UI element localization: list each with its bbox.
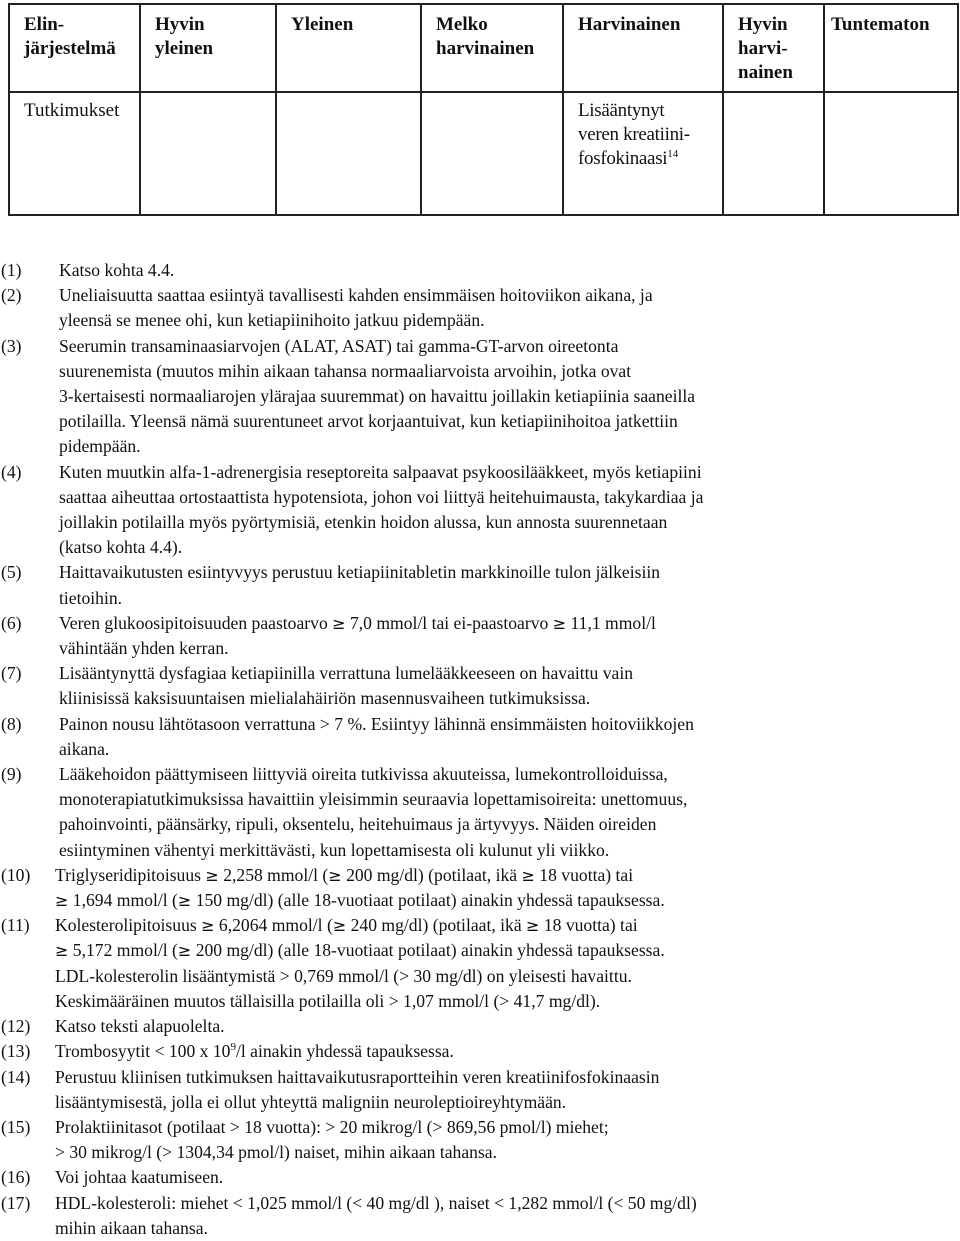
frequency-table: [8, 3, 959, 216]
footnote-item: [0, 1165, 955, 1190]
footnote-line: > 30 mikrog/l (> 1304,34 pmol/l) naiset, mihin aikaan tahansa.: [55, 1142, 498, 1163]
footnote-line: Painon nousu lähtötasoon verrattuna > 7 %. Esiintyy lähinnä ensimmäisten hoitoviikkojen: [59, 713, 694, 734]
footnote-line: HDL-kolesteroli: miehet < 1,025 mmol/l (< 40 mg/dl ), naiset < 1,282 mmol/l (< 50 mg/dl): [55, 1192, 697, 1213]
footnote-item: [0, 283, 955, 333]
footnote-number: (7): [1, 663, 22, 684]
footnote-line: Uneliaisuutta saattaa esiintyä tavallisesti kahden ensimmäisen hoitoviikon aikana, ja: [59, 285, 653, 306]
footnote-item: [0, 1065, 955, 1115]
cell-unknown: [824, 92, 958, 215]
footnote-line: Katso kohta 4.4.: [59, 260, 175, 280]
cell-uncommon: [421, 92, 563, 215]
footnote-item: [0, 712, 955, 762]
footnote-item: [0, 334, 955, 460]
footnote-item: [0, 1039, 955, 1064]
footnote-number: (16): [1, 1167, 31, 1188]
footnote-ref: 14: [667, 148, 679, 160]
footnote-line: saattaa aiheuttaa ortostaattista hypotensiota, johon voi liittyä heitehuimausta, takykardiaa ja: [59, 486, 704, 507]
footnote-line: Kuten muutkin alfa-1-adrenergisia reseptoreita salpaavat psykoosilääkkeet, myös ketiapiini: [59, 461, 702, 482]
footnote-line: Katso teksti alapuolelta.: [55, 1016, 225, 1037]
footnote-number: (8): [1, 713, 22, 734]
footnote-item: [0, 913, 955, 1014]
footnote-line: Seerumin transaminaasiarvojen (ALAT, ASAT) tai gamma-GT-arvon oireetonta: [59, 335, 619, 356]
header-uncommon: Melko harvinainen: [421, 4, 563, 92]
cell-rare: Lisääntynyt veren kreatiini- fosfokinaasi$^{14}$: [563, 92, 723, 215]
footnote-item: [0, 258, 955, 283]
footnote-line: Haittavaikutusten esiintyvyys perustuu ketiapiinitabletin markkinoille tulon jälkeisiin: [59, 562, 661, 583]
footnote-item: [0, 560, 955, 610]
footnote-number: (4): [1, 461, 22, 482]
footnote-line: Veren glukoosipitoisuuden paastoarvo ≥ 7,0 mmol/l tai ei-paastoarvo ≥ 11,1 mmol/l: [59, 612, 656, 633]
cell-very-rare: [723, 92, 824, 215]
footnotes-list: [0, 258, 955, 1241]
footnote-line: pahoinvointi, päänsärky, ripuli, oksentelu, heitehuimaus ja ärtyvyys. Näiden oireiden: [59, 814, 657, 835]
footnote-line: lisääntymisestä, jolla ei ollut yhteyttä maligniin neuroleptioireyhtymään.: [55, 1091, 567, 1112]
footnote-line: esiintyminen vähentyi merkittävästi, kun lopettamisesta oli kulunut yli viikko.: [59, 839, 610, 860]
footnote-line: Prolaktiinitasot (potilaat > 18 vuotta): > 20 mikrog/l (> 869,56 pmol/l) miehet;: [55, 1116, 609, 1137]
footnote-item: [0, 661, 955, 711]
footnote-line: yleensä se menee ohi, kun ketiapiinihoito jatkuu pidempään.: [59, 310, 485, 331]
footnote-item: [0, 1191, 955, 1241]
footnote-line: Lisääntynyttä dysfagiaa ketiapiinilla verrattuna lumelääkkeeseen on havaittu vain: [59, 663, 634, 684]
cell-category: Tutkimukset: [9, 92, 140, 215]
footnote-line: (katso kohta 4.4).: [59, 537, 183, 558]
footnote-number: (10): [1, 864, 31, 885]
footnote-number: (5): [1, 562, 22, 583]
footnote-number: (12): [1, 1016, 31, 1037]
footnote-line: aikana.: [59, 738, 110, 759]
header-common: Yleinen: [276, 4, 421, 92]
footnote-line: tietoihin.: [59, 587, 123, 608]
header-unknown: Tuntematon: [824, 4, 958, 92]
footnote-item: [0, 611, 955, 661]
footnote-number: (1): [1, 260, 22, 280]
cell-common: [276, 92, 421, 215]
footnote-line: Perustuu kliinisen tutkimuksen haittavaikutusraportteihin veren kreatiinifosfokinaasin: [55, 1066, 660, 1087]
footnote-item: [0, 1115, 955, 1165]
footnote-line: pidempään.: [59, 436, 141, 457]
footnote-line: monoterapiatutkimuksissa havaittiin yleisimmin seuraavia lopettamisoireita: unettomuus,: [59, 789, 688, 810]
footnote-number: (13): [1, 1041, 31, 1062]
header-very-common: Hyvin yleinen: [140, 4, 276, 92]
table-row: [9, 92, 958, 215]
footnote-number: (14): [1, 1066, 31, 1087]
footnote-item: [0, 460, 955, 561]
footnote-item: [0, 1014, 955, 1039]
cell-very-common: [140, 92, 276, 215]
header-rare: Harvinainen: [563, 4, 723, 92]
footnote-number: (6): [1, 612, 22, 633]
footnote-line: potilailla. Yleensä nämä suurentuneet arvot korjaantuivat, kun ketiapiinihoitoa jatkettiin: [59, 411, 678, 432]
footnote-line: 3-kertaisesti normaaliarojen ylärajaa suuremmat) on havaittu joillakin ketiapiinia saaneilla: [59, 386, 696, 407]
footnote-line: LDL-kolesterolin lisääntymistä > 0,769 mmol/l (> 30 mg/dl) on yleisesti havaittu.: [55, 965, 632, 986]
footnote-number: (9): [1, 764, 22, 785]
footnote-item: [0, 762, 955, 863]
footnote-line: Trombosyytit < 100 x $10^9/l$ ainakin yhdessä tapauksessa.: [55, 1041, 454, 1062]
footnote-number: (11): [1, 915, 30, 936]
footnote-line: Voi johtaa kaatumiseen.: [55, 1167, 224, 1188]
footnote-number: (3): [1, 335, 22, 356]
footnote-number: (17): [1, 1192, 31, 1213]
footnote-line: mihin aikaan tahansa.: [55, 1217, 208, 1238]
footnote-line: ≥ 1,694 mmol/l (≥ 150 mg/dl) (alle 18-vuotiaat potilaat) ainakin yhdessä tapauksessa.: [55, 890, 665, 911]
footnote-line: Lääkehoidon päättymiseen liittyviä oireita tutkivissa akuuteissa, lumekontrolloiduissa,: [59, 764, 668, 785]
footnote-line: Kolesterolipitoisuus ≥ 6,2064 mmol/l (≥ 240 mg/dl) (potilaat, ikä ≥ 18 vuotta) tai: [55, 915, 638, 936]
footnote-line: joillakin potilailla myös pyörtymisiä, etenkin hoidon alussa, kun annosta suurennetaan: [59, 512, 668, 533]
footnote-number: (15): [1, 1116, 31, 1137]
footnote-line: ≥ 5,172 mmol/l (≥ 200 mg/dl) (alle 18-vuotiaat potilaat) ainakin yhdessä tapauksessa.: [55, 940, 665, 961]
header-organ-system: Elin- järjestelmä: [9, 4, 140, 92]
footnote-line: suurenemista (muutos mihin aikaan tahansa normaaliarvoista arvoihin, jotka ovat: [59, 360, 632, 381]
footnote-number: (2): [1, 285, 22, 306]
footnote-line: kliinisissä kaksisuuntaisen mielialahäiriön masennusvaiheen tutkimuksissa.: [59, 688, 591, 709]
footnote-line: Keskimääräinen muutos tällaisilla potilailla oli > 1,07 mmol/l (> 41,7 mg/dl).: [55, 990, 601, 1011]
footnote-line: vähintään yhden kerran.: [59, 638, 229, 659]
table-header-row: [9, 4, 958, 92]
header-very-rare: Hyvin harvi- nainen: [723, 4, 824, 92]
footnote-line: Triglyseridipitoisuus ≥ 2,258 mmol/l (≥ 200 mg/dl) (potilaat, ikä ≥ 18 vuotta) tai: [55, 864, 634, 885]
footnote-item: [0, 863, 955, 913]
